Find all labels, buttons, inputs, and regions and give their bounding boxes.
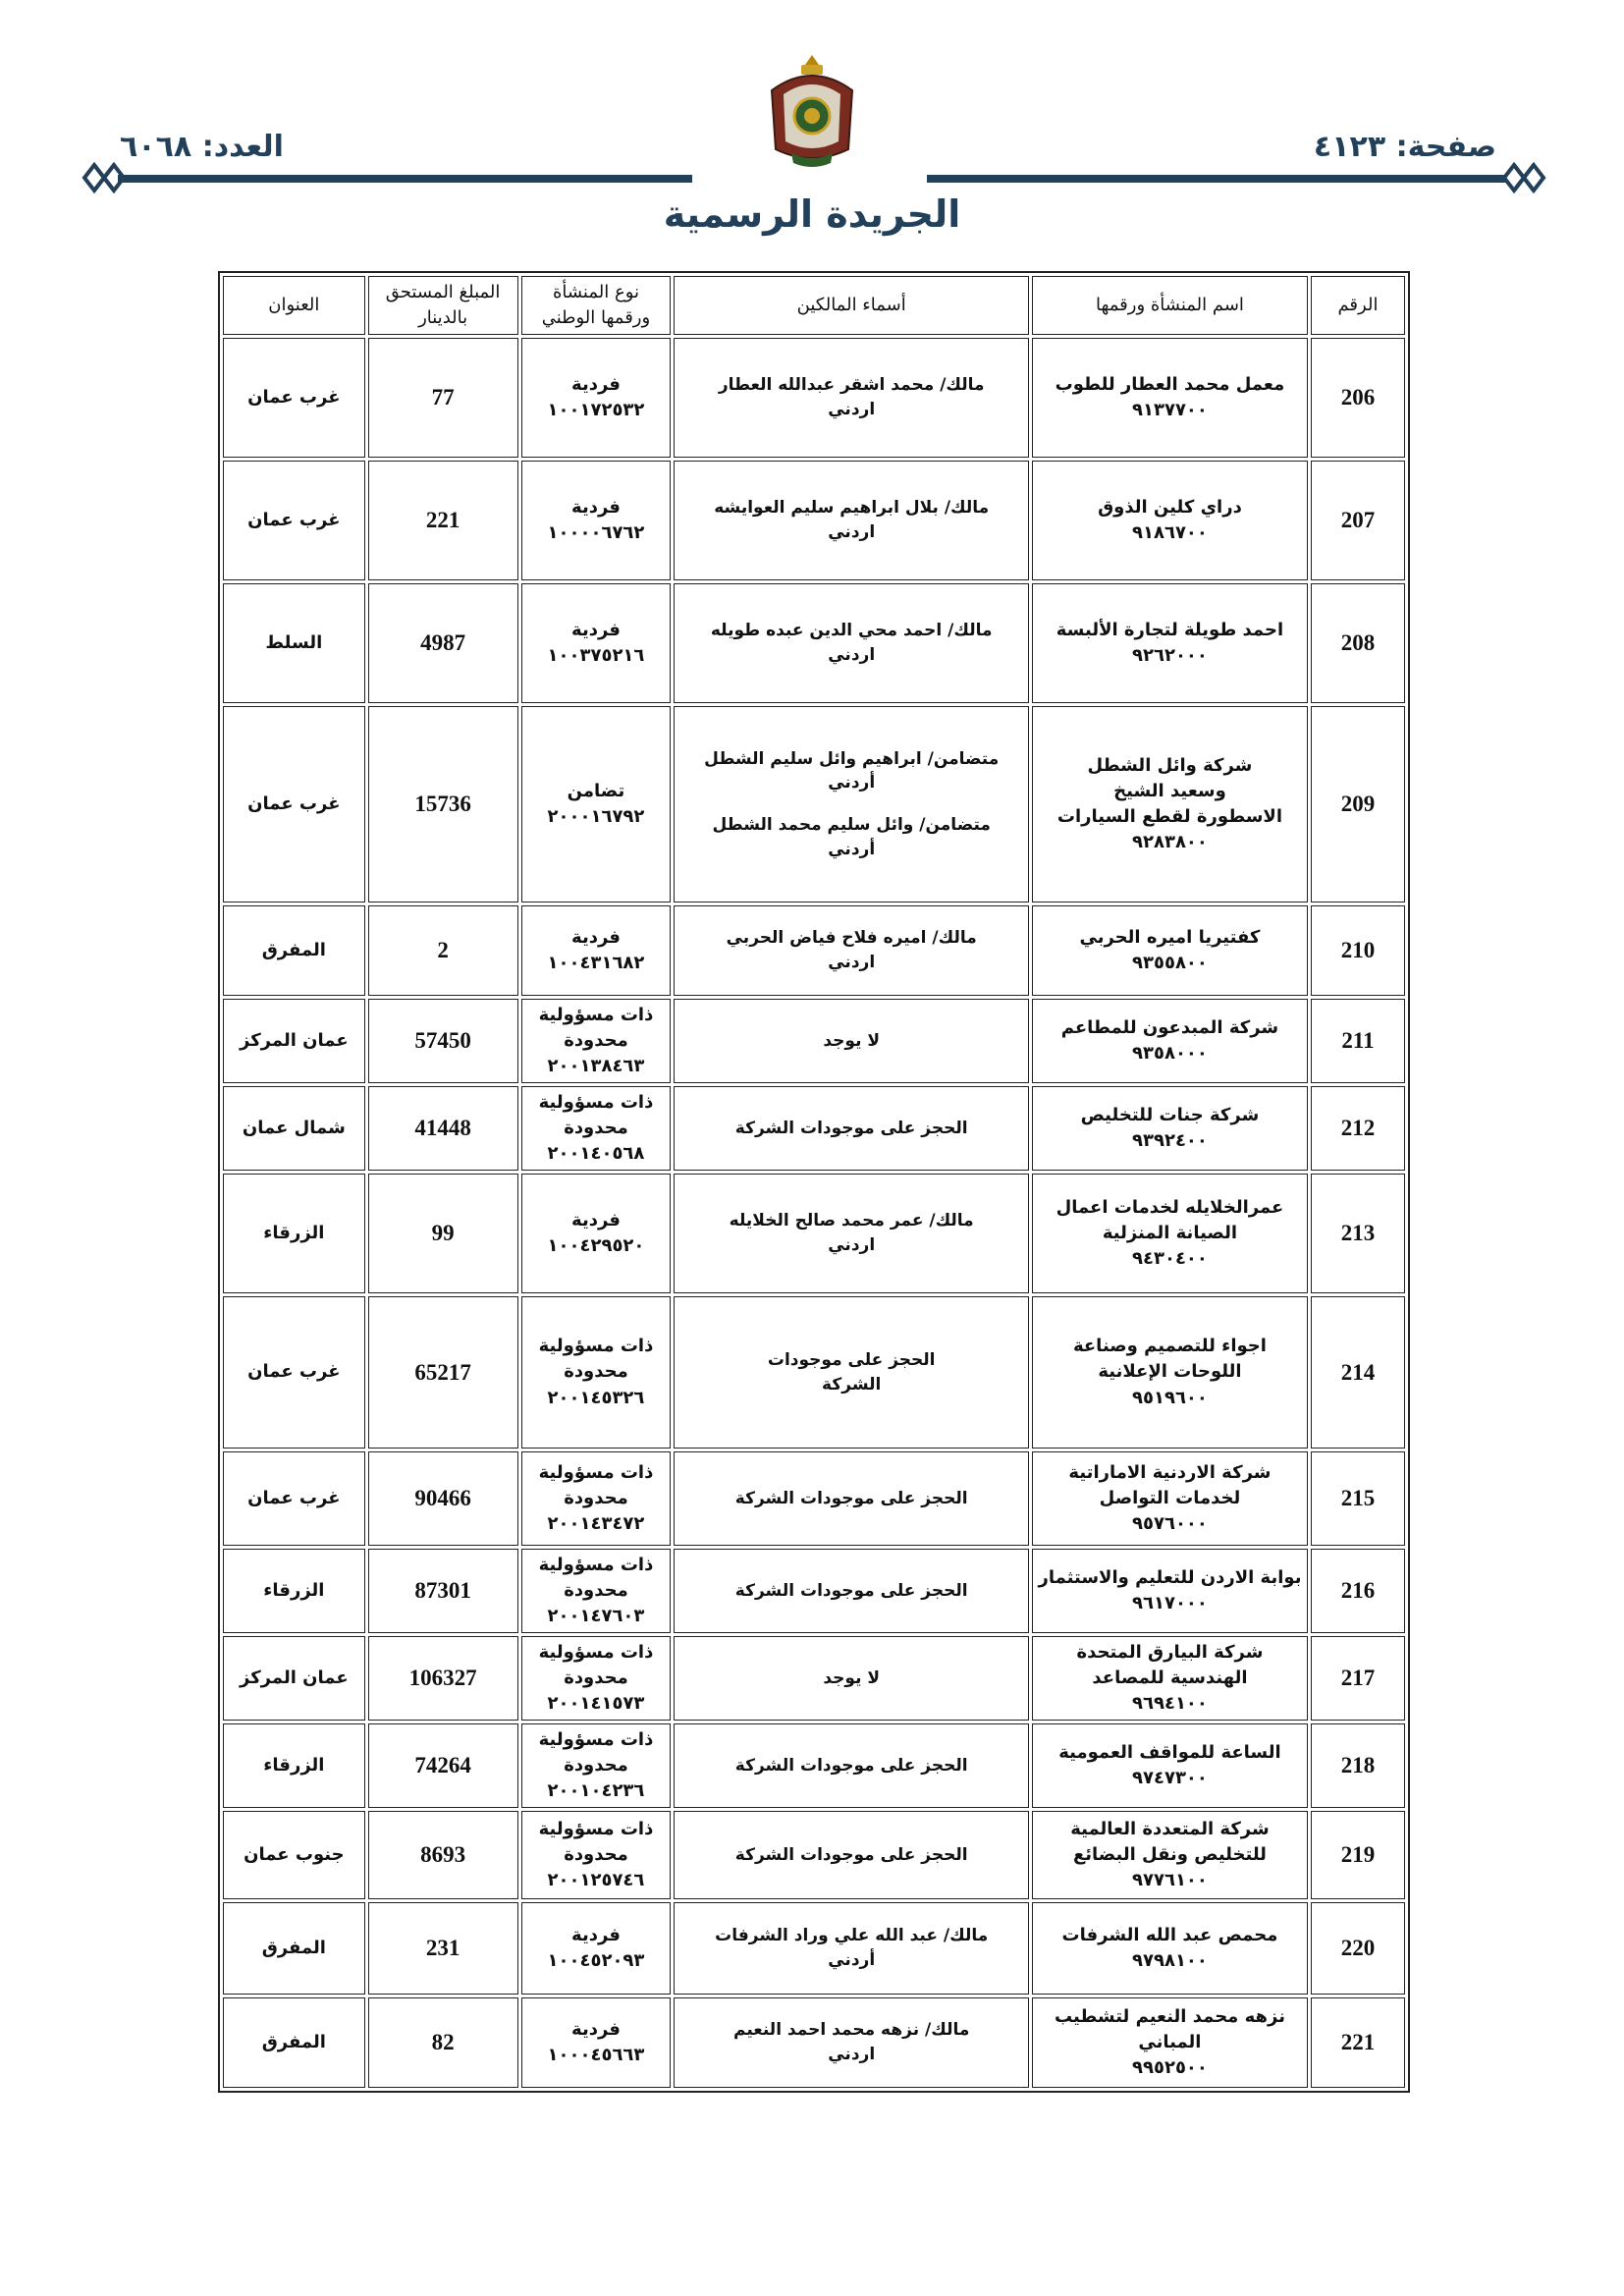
table-row xyxy=(223,1174,1405,1293)
address-cell: غرب عمان xyxy=(223,1451,365,1546)
table-row xyxy=(223,1997,1405,2088)
row-number: 207 xyxy=(1311,461,1405,580)
coat-of-arms-icon xyxy=(762,51,862,173)
address-cell: جنوب عمان xyxy=(223,1811,365,1899)
amount-cell: 221 xyxy=(368,461,518,580)
owners-cell: لا يوجد xyxy=(674,999,1029,1083)
table-row xyxy=(223,905,1405,996)
type-cell: فردية ١٠٠١٧٢٥٣٢ xyxy=(521,338,672,458)
type-cell: ذات مسؤولية محدودة ٢٠٠١٤٧٦٠٣ xyxy=(521,1549,672,1633)
amount-cell: 65217 xyxy=(368,1296,518,1449)
table-row xyxy=(223,1451,1405,1546)
type-cell: ذات مسؤولية محدودة ٢٠٠١٤٣٤٧٢ xyxy=(521,1451,672,1546)
establishment-cell: كفتيريا اميره الحربي ٩٣٥٥٨٠٠ xyxy=(1032,905,1308,996)
row-number: 221 xyxy=(1311,1997,1405,2088)
establishment-cell: عمرالخلايله لخدمات اعمال الصيانة المنزلية ٩٤٣٠٤٠٠ xyxy=(1032,1174,1308,1293)
row-number: 220 xyxy=(1311,1902,1405,1995)
type-cell: ذات مسؤولية محدودة ٢٠٠١٤٥٣٢٦ xyxy=(521,1296,672,1449)
column-header-owners: أسماء المالكين xyxy=(674,276,1029,335)
table-row xyxy=(223,999,1405,1083)
amount-cell: 82 xyxy=(368,1997,518,2088)
establishment-cell: بوابة الاردن للتعليم والاستثمار ٩٦١٧٠٠٠ xyxy=(1032,1549,1308,1633)
row-number: 213 xyxy=(1311,1174,1405,1293)
owners-cell: الحجز على موجودات الشركة xyxy=(674,1723,1029,1808)
address-cell: الزرقاء xyxy=(223,1723,365,1808)
owners-cell: الحجز على موجودات الشركة xyxy=(674,1549,1029,1633)
address-cell: عمان المركز xyxy=(223,999,365,1083)
owners-cell: مالك/ محمد اشقر عبدالله العطار اردني xyxy=(674,338,1029,458)
type-cell: فردية ١٠٠٠٠٦٧٦٢ xyxy=(521,461,672,580)
amount-cell: 77 xyxy=(368,338,518,458)
row-number: 210 xyxy=(1311,905,1405,996)
owners-cell: متضامن/ ابراهيم وائل سليم الشطل أردني متضامن/ وائل سليم محمد الشطل أردني xyxy=(674,706,1029,902)
column-header-number: الرقم xyxy=(1311,276,1405,335)
establishment-cell: الساعة للمواقف العمومية ٩٧٤٧٣٠٠ xyxy=(1032,1723,1308,1808)
amount-cell: 99 xyxy=(368,1174,518,1293)
table-row xyxy=(223,461,1405,580)
table-row xyxy=(223,1086,1405,1171)
header-rule-right xyxy=(927,175,1506,183)
owners-cell: مالك/ عمر محمد صالح الخلايله اردني xyxy=(674,1174,1029,1293)
type-cell: فردية ١٠٠٠٤٥٦٦٣ xyxy=(521,1997,672,2088)
type-cell: فردية ١٠٠٤٣١٦٨٢ xyxy=(521,905,672,996)
row-number: 208 xyxy=(1311,583,1405,703)
amount-cell: 87301 xyxy=(368,1549,518,1633)
amount-cell: 4987 xyxy=(368,583,518,703)
row-number: 209 xyxy=(1311,706,1405,902)
address-cell: السلط xyxy=(223,583,365,703)
row-number: 218 xyxy=(1311,1723,1405,1808)
amount-cell: 106327 xyxy=(368,1636,518,1721)
owners-cell: مالك/ نزهه محمد احمد النعيم اردني xyxy=(674,1997,1029,2088)
owners-cell: الحجز على موجودات الشركة xyxy=(674,1086,1029,1171)
address-cell: الزرقاء xyxy=(223,1549,365,1633)
owners-cell: مالك/ بلال ابراهيم سليم العوايشه اردني xyxy=(674,461,1029,580)
row-number: 206 xyxy=(1311,338,1405,458)
owners-cell: الحجز على موجودات الشركة xyxy=(674,1811,1029,1899)
amount-cell: 41448 xyxy=(368,1086,518,1171)
amount-cell: 74264 xyxy=(368,1723,518,1808)
type-cell: فردية ١٠٠٣٧٥٢١٦ xyxy=(521,583,672,703)
row-number: 217 xyxy=(1311,1636,1405,1721)
table-row xyxy=(223,1811,1405,1899)
address-cell: عمان المركز xyxy=(223,1636,365,1721)
row-number: 211 xyxy=(1311,999,1405,1083)
address-cell: غرب عمان xyxy=(223,706,365,902)
owners-cell: الحجز على موجودات الشركة xyxy=(674,1296,1029,1449)
type-cell: ذات مسؤولية محدودة ٢٠٠١٢٥٧٤٦ xyxy=(521,1811,672,1899)
column-header-address: العنوان xyxy=(223,276,365,335)
amount-cell: 231 xyxy=(368,1902,518,1995)
type-cell: فردية ١٠٠٤٥٢٠٩٣ xyxy=(521,1902,672,1995)
header-rule-left xyxy=(118,175,692,183)
establishment-cell: شركة البيارق المتحدة الهندسية للمصاعد ٩٦٩٤١٠٠ xyxy=(1032,1636,1308,1721)
address-cell: الزرقاء xyxy=(223,1174,365,1293)
page-header xyxy=(0,0,1624,255)
table-row xyxy=(223,583,1405,703)
column-header-type: نوع المنشأة ورقمها الوطني xyxy=(521,276,672,335)
address-cell: غرب عمان xyxy=(223,338,365,458)
row-number: 216 xyxy=(1311,1549,1405,1633)
establishment-cell: شركة الاردنية الاماراتية لخدمات التواصل ٩٥٧٦٠٠٠ xyxy=(1032,1451,1308,1546)
address-cell: غرب عمان xyxy=(223,461,365,580)
type-cell: ذات مسؤولية محدودة ٢٠٠١٤١٥٧٣ xyxy=(521,1636,672,1721)
table-row xyxy=(223,1549,1405,1633)
type-cell: تضامن ٢٠٠٠١٦٧٩٢ xyxy=(521,706,672,902)
type-cell: ذات مسؤولية محدودة ٢٠٠١٠٤٢٣٦ xyxy=(521,1723,672,1808)
establishment-cell: نزهه محمد النعيم لتشطيب المباني ٩٩٥٢٥٠٠ xyxy=(1032,1997,1308,2088)
gazette-title: الجريدة الرسمية xyxy=(663,192,961,236)
issue-number: العدد: ٦٠٦٨ xyxy=(120,130,284,164)
address-cell: المفرق xyxy=(223,905,365,996)
owners-cell: مالك/ اميره فلاح فياض الحربي اردني xyxy=(674,905,1029,996)
amount-cell: 15736 xyxy=(368,706,518,902)
address-cell: المفرق xyxy=(223,1902,365,1995)
amount-cell: 2 xyxy=(368,905,518,996)
amount-cell: 8693 xyxy=(368,1811,518,1899)
table-row xyxy=(223,1636,1405,1721)
type-cell: ذات مسؤولية محدودة ٢٠٠١٣٨٤٦٣ xyxy=(521,999,672,1083)
amount-cell: 90466 xyxy=(368,1451,518,1546)
establishments-table xyxy=(218,271,1410,2093)
establishment-cell: محمص عبد الله الشرفات ٩٧٩٨١٠٠ xyxy=(1032,1902,1308,1995)
address-cell: شمال عمان xyxy=(223,1086,365,1171)
column-header-establishment: اسم المنشأة ورقمها xyxy=(1032,276,1308,335)
table-row xyxy=(223,338,1405,458)
establishment-cell: اجواء للتصميم وصناعة اللوحات الإعلانية ٩٥١٩٦٠٠ xyxy=(1032,1296,1308,1449)
establishment-cell: شركة المتعددة العالمية للتخليص ونقل البضائع ٩٧٧٦١٠٠ xyxy=(1032,1811,1308,1899)
row-number: 214 xyxy=(1311,1296,1405,1449)
row-number: 219 xyxy=(1311,1811,1405,1899)
establishment-cell: دراي كلين الذوق ٩١٨٦٧٠٠ xyxy=(1032,461,1308,580)
type-cell: فردية ١٠٠٤٢٩٥٢٠ xyxy=(521,1174,672,1293)
table-row xyxy=(223,706,1405,902)
establishment-cell: معمل محمد العطار للطوب ٩١٣٧٧٠٠ xyxy=(1032,338,1308,458)
type-cell: ذات مسؤولية محدودة ٢٠٠١٤٠٥٦٨ xyxy=(521,1086,672,1171)
owners-cell: الحجز على موجودات الشركة xyxy=(674,1451,1029,1546)
address-cell: المفرق xyxy=(223,1997,365,2088)
address-cell: غرب عمان xyxy=(223,1296,365,1449)
table-header-row xyxy=(223,276,1405,335)
establishment-cell: شركة المبدعون للمطاعم ٩٣٥٨٠٠٠ xyxy=(1032,999,1308,1083)
establishment-cell: شركة وائل الشطل وسعيد الشيخ الاسطورة لقطع السيارات ٩٢٨٣٨٠٠ xyxy=(1032,706,1308,902)
establishment-cell: احمد طويلة لتجارة الألبسة ٩٢٦٢٠٠٠ xyxy=(1032,583,1308,703)
table-row xyxy=(223,1723,1405,1808)
column-header-amount: المبلغ المستحق بالدينار xyxy=(368,276,518,335)
amount-cell: 57450 xyxy=(368,999,518,1083)
row-number: 212 xyxy=(1311,1086,1405,1171)
owners-cell: مالك/ عبد الله علي وراد الشرفات أردني xyxy=(674,1902,1029,1995)
page-number: صفحة: ٤١٢٣ xyxy=(1313,130,1496,164)
table-row xyxy=(223,1902,1405,1995)
row-number: 215 xyxy=(1311,1451,1405,1546)
owners-cell: لا يوجد xyxy=(674,1636,1029,1721)
owners-cell: مالك/ احمد محي الدين عبده طويله اردني xyxy=(674,583,1029,703)
establishment-cell: شركة جنات للتخليص ٩٣٩٢٤٠٠ xyxy=(1032,1086,1308,1171)
table-row xyxy=(223,1296,1405,1449)
